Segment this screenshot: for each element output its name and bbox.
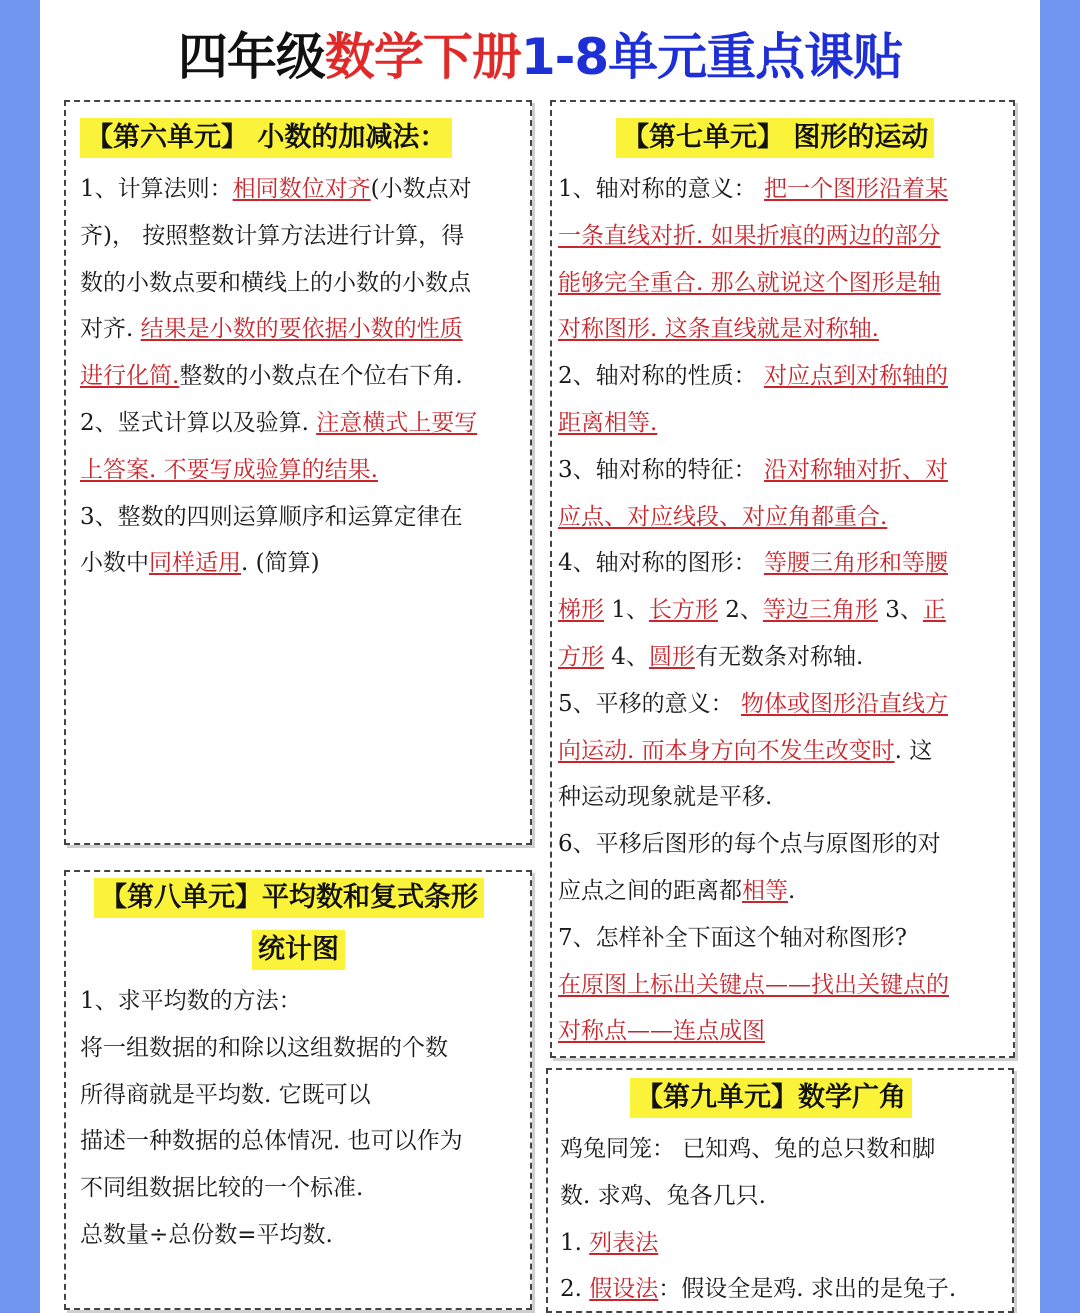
unit9-card [546,1068,1014,1313]
body-text: 2、 [717,597,763,624]
body-text: 齐)， 按照整数计算方法进行计算，得 [80,222,465,249]
body-text: 1、计算法则： [80,176,233,202]
unit8-body [80,978,463,1259]
text-line [558,540,949,587]
key-point-text: 等边三角形 [762,597,878,624]
key-point-text: 圆形 [648,643,695,670]
title-units: 1-8单元重点课贴 [520,28,903,86]
body-text: 2、竖式计算以及验算. [80,409,317,436]
unit6-card [64,100,532,845]
text-line [80,540,477,587]
body-text: . 这 [894,737,933,764]
key-point-text: 梯形 [558,597,604,624]
body-text: 3、整数的四则运算顺序和运算定律在 [80,503,463,530]
text-line [80,213,477,260]
text-line [558,260,949,307]
body-text: 所得商就是平均数. 它既可以 [80,1081,371,1108]
unit6-body [80,166,477,587]
text-line [558,587,949,634]
body-text: . [788,877,796,904]
body-text: 1、轴对称的意义： [558,176,764,202]
text-line [558,166,949,213]
body-text: 将一组数据的和除以这组数据的个数 [80,1034,448,1061]
text-line [558,353,949,400]
unit8-card [64,870,532,1310]
title-grade: 四年级 [177,28,325,86]
text-line [558,494,949,541]
body-text: ：假设全是鸡. 求出的是兔子. [658,1276,957,1303]
key-point-text: 距离相等. [558,409,658,436]
text-line [558,681,949,728]
title-subject: 数学下册 [324,28,521,86]
body-text: 3、轴对称的特征： [558,456,764,483]
text-line [558,634,949,681]
key-point-text: 一条直线对折. 如果折痕的两边的部分 [558,222,941,249]
body-text: 整数的小数点在个位右下角. [179,363,463,390]
text-line [558,306,949,353]
body-text: 种运动现象就是平移. [558,784,773,811]
text-line [80,260,477,307]
body-text: 3、 [877,597,923,624]
key-point-text: 进行化简. [80,363,180,390]
text-line [80,494,477,541]
text-line [80,1212,463,1259]
key-point-text: 相同数位对齐 [232,176,371,202]
key-point-text: 对称点——连点成图 [558,1018,765,1045]
body-text: 7、怎样补全下面这个轴对称图形? [558,924,907,951]
body-text: 5、平移的意义： [558,690,741,717]
body-text: 应点之间的距离都 [558,877,742,904]
text-line [80,1072,463,1119]
text-line [80,978,463,1025]
unit7-card [550,100,1015,1058]
unit9-body [560,1126,956,1313]
key-point-text: 把一个图形沿着某 [763,176,948,202]
key-point-text: 对称图形. 这条直线就是对称轴. [558,316,879,343]
text-line [80,1165,463,1212]
text-line [80,166,477,213]
text-line [558,213,949,260]
unit7-heading: 【第七单元】 图形的运动 [616,118,934,158]
body-text: 总数量÷总份数=平均数. [80,1221,333,1248]
key-point-text: 正 [922,597,946,624]
page-title [40,22,1040,92]
text-line [80,306,477,353]
text-line [560,1266,956,1313]
text-line [80,400,477,447]
body-text: 不同组数据比较的一个标准. [80,1175,364,1202]
unit8-heading: 【第八单元】平均数和复式条形 [94,878,484,918]
key-point-text: 等腰三角形和等腰 [763,550,948,577]
key-point-text: 沿对称轴对折、对 [763,456,948,483]
text-line [558,915,949,962]
body-text: 对齐. [80,316,141,343]
key-point-text: 列表法 [589,1229,659,1256]
text-line [558,821,949,868]
key-point-text: 上答案. 不要写成验算的结果. [80,456,378,483]
text-line [80,353,477,400]
text-line [80,1118,463,1165]
key-point-text: 长方形 [648,597,718,624]
unit9-heading: 【第九单元】数学广角 [630,1078,912,1118]
key-point-text: 假设法 [589,1276,659,1303]
body-text: 1. [560,1229,590,1256]
body-text: 描述一种数据的总体情况. 也可以作为 [80,1128,463,1155]
unit7-body [558,166,949,1055]
text-line [558,1008,949,1055]
key-point-text: 结果是小数的要依据小数的性质 [140,316,463,343]
body-text: . (简算) [241,550,320,577]
key-point-text: 相等 [742,877,788,904]
unit6-heading: 【第六单元】 小数的加减法： [80,118,452,158]
key-point-text: 能够完全重合. 那么就说这个图形是轴 [558,269,941,296]
poster-sheet [40,0,1040,1313]
text-line [558,728,949,775]
text-line [558,868,949,915]
key-point-text: 在原图上标出关键点——找出关键点的 [558,971,949,998]
body-text: 有无数条对称轴. [694,643,864,670]
key-point-text: 向运动. 而本身方向不发生改变时 [558,737,895,764]
key-point-text: 物体或图形沿直线方 [740,690,948,717]
key-point-text: 同样适用 [149,550,241,577]
body-text: 6、平移后图形的每个点与原图形的对 [558,831,941,858]
body-text: 2. [560,1276,590,1303]
text-line [80,447,477,494]
text-line [558,774,949,821]
text-line [558,962,949,1009]
body-text: 鸡兔同笼： 已知鸡、兔的总只数和脚 [560,1136,936,1162]
text-line [560,1173,956,1220]
body-text: 数. 求鸡、兔各几只. [560,1182,766,1209]
body-text: 小数中 [80,550,149,577]
body-text: 4、 [604,643,649,670]
body-text: 1、 [604,597,649,624]
body-text: 数的小数点要和横线上的小数的小数点 [80,269,471,296]
key-point-text: 对应点到对称轴的 [763,363,948,390]
key-point-text: 方形 [558,643,604,670]
body-text: 4、轴对称的图形： [558,550,764,577]
body-text: (小数点对 [370,176,472,202]
text-line [560,1220,956,1267]
text-line [558,400,949,447]
text-line [558,447,949,494]
text-line [560,1126,956,1173]
key-point-text: 应点、对应线段、对应角都重合. [558,503,888,530]
body-text: 2、轴对称的性质： [558,363,764,390]
key-point-text: 注意横式上要写 [316,409,478,436]
unit8-heading-cont: 统计图 [252,930,345,970]
text-line [80,1025,463,1072]
body-text: 1、求平均数的方法： [80,988,302,1014]
